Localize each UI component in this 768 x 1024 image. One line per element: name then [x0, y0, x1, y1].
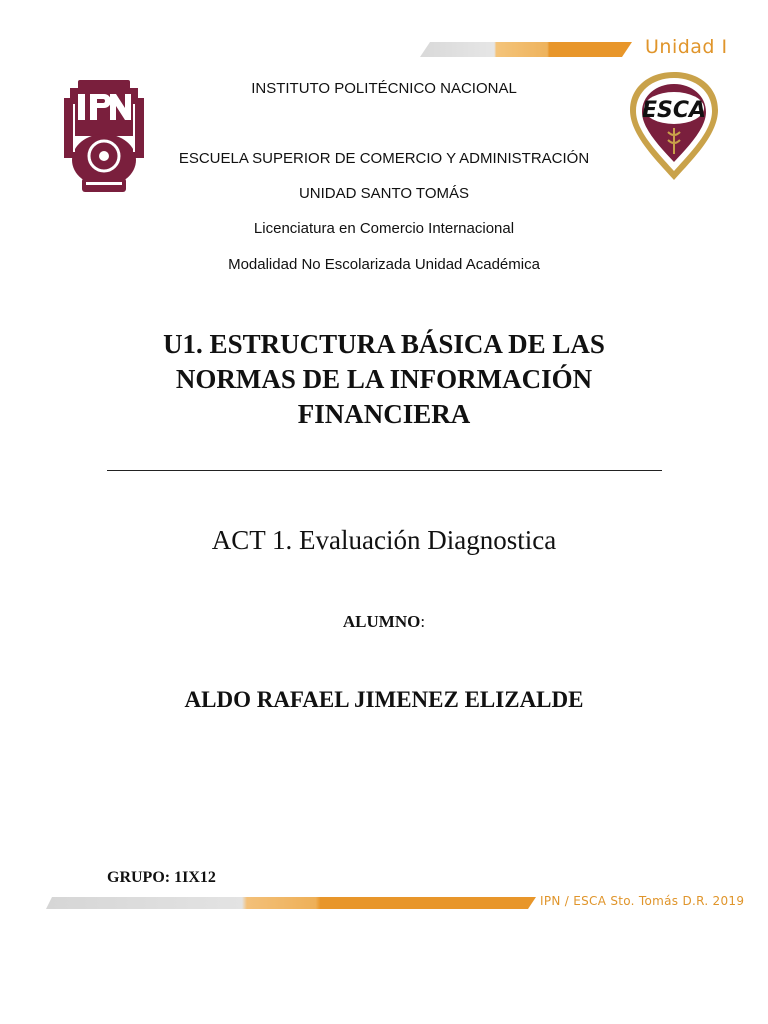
group-label: GRUPO: 1IX12	[107, 869, 216, 886]
degree-name: Licenciatura en Comercio Internacional	[253, 220, 515, 237]
modality-text: Modalidad No Escolarizada Unidad Académica	[228, 256, 540, 273]
title-divider	[107, 470, 662, 471]
student-name: ALDO RAFAEL JIMENEZ ELIZALDE	[184, 687, 584, 712]
header-decorative-bar	[420, 42, 632, 57]
title-line-1: U1. ESTRUCTURA BÁSICA DE LAS	[163, 329, 605, 359]
title-line-2: NORMAS DE LA INFORMACIÓN	[175, 364, 593, 394]
footer-label: IPN / ESCA Sto. Tomás D.R. 2019	[540, 894, 745, 908]
institute-name: INSTITUTO POLITÉCNICO NACIONAL	[251, 80, 517, 97]
document-title	[84, 327, 684, 432]
title-line-3: FINANCIERA	[297, 399, 471, 429]
campus-name: UNIDAD SANTO TOMÁS	[298, 185, 470, 202]
unit-label: Unidad I	[645, 36, 728, 58]
student-label	[0, 612, 768, 632]
activity-title: ACT 1. Evaluación Diagnostica	[211, 525, 557, 555]
student-label-text: ALUMNO	[342, 612, 421, 631]
footer-decorative-bar	[46, 897, 536, 909]
student-label-colon: :	[420, 612, 426, 631]
school-name: ESCUELA SUPERIOR DE COMERCIO Y ADMINISTRACIÓN	[178, 150, 590, 167]
esca-logo-text: ESCA	[641, 98, 707, 123]
